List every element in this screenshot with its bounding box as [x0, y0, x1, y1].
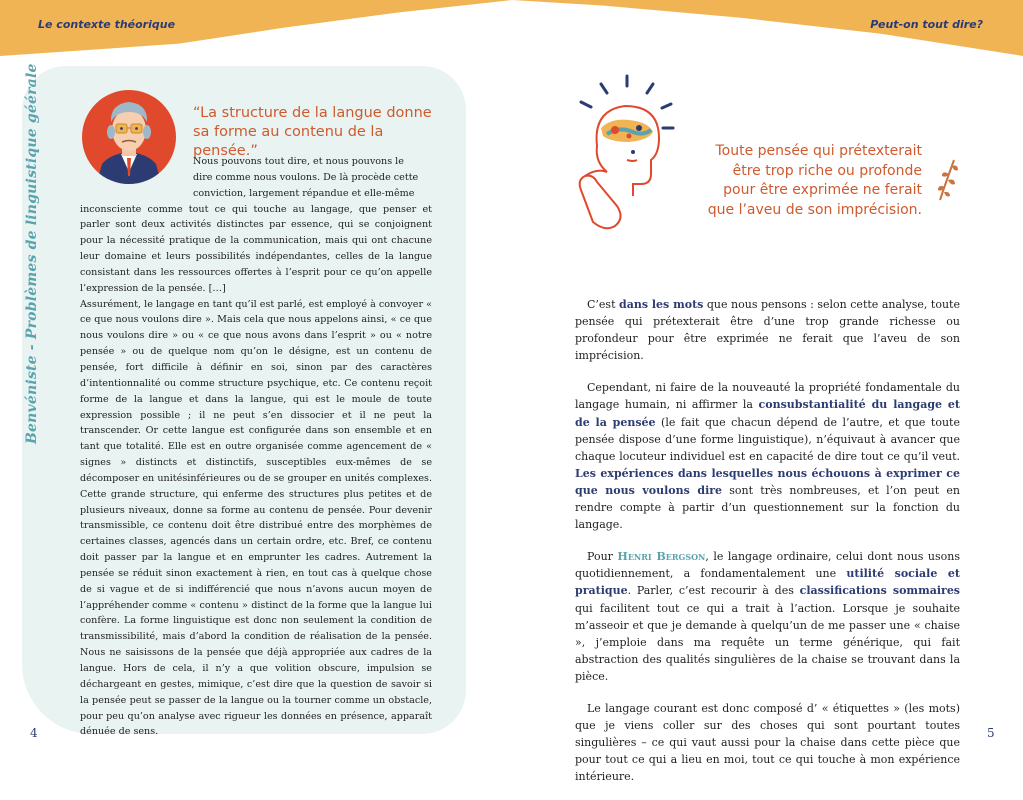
text-run: sont très nombreuses, et l’on peut en rendre compte à partir d’un questionnement sur la fonction du langage. — [575, 483, 960, 532]
intro-line: Nous pouvons tout dire, et nous pouvons le — [193, 156, 404, 167]
intro-line: conviction, largement répandue et elle-même — [193, 187, 415, 199]
author-name: Henri Bergson — [617, 550, 706, 564]
text-run: . Parler, c’est recourir à des — [627, 584, 800, 598]
running-header-right: Peut-on tout dire? — [870, 18, 983, 31]
text-run: Pour — [587, 550, 618, 564]
highlight: consubstantialité du langage et de la pensée — [575, 398, 961, 429]
text-run: qui facilitent tout ce qui a trait à l’action. Lorsque je souhaite m’asseoir et que je demande à quelqu’un de me passer une « chaise », j’emploie dans ma requête un terme générique, qui fait abstraction des qualités singulières de la chaise se trouvant dans la pièce. — [575, 601, 960, 683]
text-run: que nous pensons : selon cette analyse, toute pensée qui prétexterait être d’une trop grande richesse ou profondeur pour être exprimée ne ferait que l’aveu de son imprécision. — [575, 298, 960, 363]
body-text-right — [575, 296, 960, 800]
vertical-source-title: Benvéniste - Problèmes de linguistique géérale — [24, 63, 40, 444]
text-run: (le fait que chacun dépend de l’autre, et que toute pensée dispose d’une forme linguistique), n’équivaut à avancer que chaque locuteur individuel est en capacité de dire tout ce qu’il veut. — [575, 415, 960, 463]
running-header-left: Le contexte théorique — [38, 18, 176, 31]
page-number-right: 5 — [987, 726, 995, 740]
body-paragraph — [575, 296, 960, 364]
leaf-sprig-icon — [934, 156, 960, 202]
page-number-left: 4 — [30, 726, 38, 740]
text-run: C’est — [587, 298, 620, 311]
quoted-paragraph: Assurément, le langage en tant qu’il est parlé, est employé à convoyer « ce que nous voulons dire ». Mais cela que nous appelons ainsi, « ce que nous voulons dire » ou « ce que nous avons dans l’esprit » ou « notre pensée » ou de quelque nom qu’on le désigne, est un contenu de pensée, fort difficile à définir en soi, sinon par des caractères d’intentionnalité ou comme structure psychique, etc. Ce contenu reçoit forme de la langue et dans la langue, qui est le moule de toute expression possible ; il ne peut s’en dissocier et il ne peut la transcender. Or cette langue est configurée dans son ensemble et en tant que totalité. Elle est en outre organisée comme agencement de « signes » distincts et distinctifs, susceptibles eux-mêmes de se décomposer en unitésinférieures ou de se grouper en unités complexes. Cette grande structure, qui enferme des structures plus petites et de plusieurs niveaux, donne sa forme au contenu de pensée. Pour devenir transmissible, ce contenu doit être distribué entre des morphèmes de certaines classes, agencés dans un certain ordre, etc. Bref, ce contenu doit passer par la langue et en emprunter les cadres. Autrement la pensée se réduit sinon exactement à rien, en tout cas à quelque chose de si vague et de si indifférencié que nous n’avons aucun moyen de l’appréhender comme « contenu » distinct de la forme que la langue lui confère. La forme linguistique est donc non seulement la condition de transmissibilité, mais d’abord la condition de réalisation de la pensée. Nous ne saisissons de la pensée que déjà appropriée aux cadres de la langue. Hors de cela, il n’y a que volition obscure, impulsion se déchargeant en gestes, mimique, c’est dire que la question de savoir si la pensée peut se passer de la langue ou la tourner comme un obstacle, pour peu qu’on analyse avec rigueur les données en présence, apparaît dénuée de sens. — [80, 298, 432, 738]
callout-line: pour être exprimée ne ferait — [723, 182, 922, 198]
thinking-head-icon — [567, 72, 687, 232]
body-paragraph — [575, 548, 960, 685]
callout-line: être trop riche ou profonde — [732, 162, 922, 179]
pull-quote: “La structure de la langue donne sa forme au contenu de la pensée.” — [193, 105, 432, 159]
highlight: classifications sommaires — [799, 584, 961, 598]
callout-line: Toute pensée qui prétexterait — [715, 143, 922, 159]
intro-line: dire comme nous voulons. De là procède cette — [193, 171, 419, 183]
highlight: Les expériences dans lesquelles nous échouons à exprimer ce que nous voulons dire — [575, 466, 960, 497]
highlight: utilité sociale et pratique — [575, 567, 960, 598]
intro-lines — [80, 154, 432, 202]
callout-line: que l’aveu de son imprécision. — [707, 201, 922, 218]
highlight: dans les mots — [619, 298, 704, 311]
text-run: Cependant, ni faire de la nouveauté la propriété fondamentale du langage humain, ni affirmer la — [575, 381, 960, 412]
body-paragraph: Le langage courant est donc composé d’ « étiquettes » (les mots) que je viens coller sur des choses qui sont pourtant toutes singulières – ce qui vaut aussi pour la chaise dans cette pièce que pour tout ce qui a lieu en moi, tout ce qui touche à mon expérience intérieure. — [575, 701, 960, 784]
quoted-paragraph: inconsciente comme tout ce qui touche au langage, que penser et parler sont deux activités distinctes par essence, qui se conjoignent pour la nécessité pratique de la communication, mais qui ont chacune leur domaine et leurs possibilités indépendantes, celles de la langue consistant dans les ressources offertes à l’esprit pour ce qu’on appelle l’expression de la pensée. […] — [80, 203, 432, 294]
text-run: , le langage ordinaire, celui dont nous usons quotidiennement, a fondamentalement une — [575, 550, 960, 581]
quoted-text — [80, 154, 432, 740]
body-paragraph — [575, 379, 960, 533]
callout-text — [700, 142, 922, 220]
